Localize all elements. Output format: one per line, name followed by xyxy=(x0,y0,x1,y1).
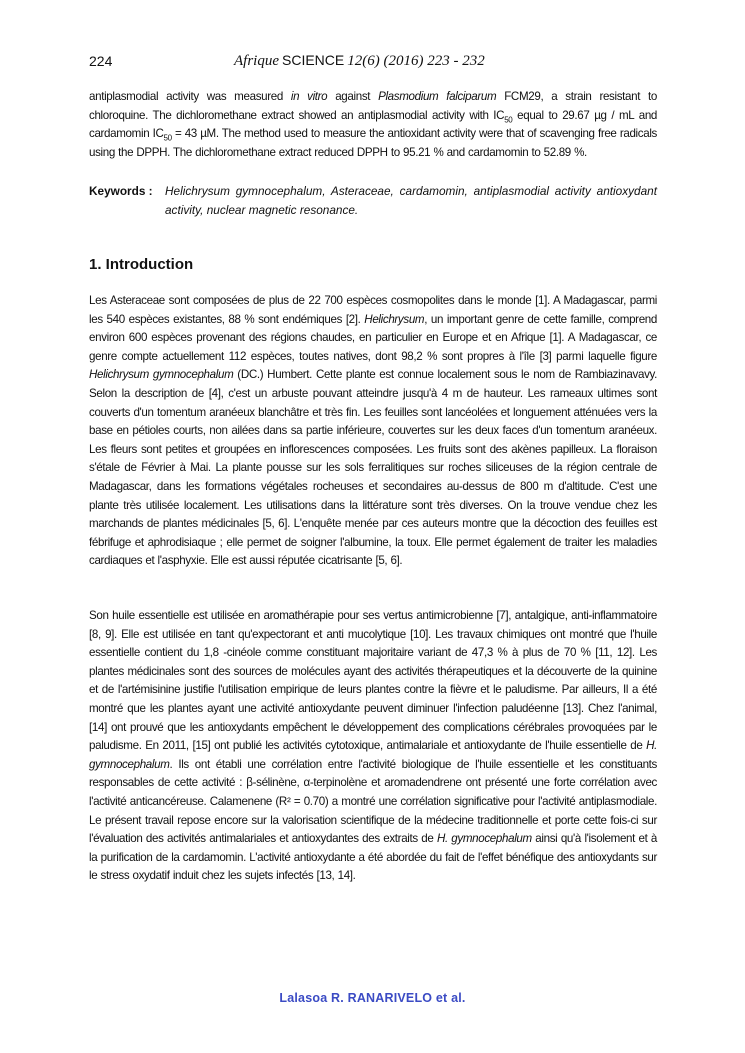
journal-reference xyxy=(234,52,485,70)
page-number: 224 xyxy=(89,53,113,69)
introduction-paragraph-2: Son huile essentielle est utilisée en aromathérapie pour ses vertus antimicrobienne [7], antalgique, anti-inflammatoire [8, 9]. Elle est utilisée en tant qu'expectorant et anti mucolytique [10]. Les travaux chimiques ont montré que l'huile essentielle contient du 1,8 -cinéole comme constituant majoritaire variant de 47,3 % à plus de 70 % [11, 12]. Les plantes médicinales sont des sources de molécules ayant des activités thérapeutiques et la découverte de la quinine et de l'artémisinine justifie l'utilisation empirique de leurs plantes contre la fièvre et le paludisme. Par ailleurs, Il a été montré que les plantes ayant une activité antioxydante peuvent diminuer l'infection paludéenne [13]. Chez l'animal, [14] ont prouvé que les antioxydants empêchent le développement des complications cérébrales provoquées par le paludisme. En 2011, [15] ont publié les activités cytotoxique, antimalariale et antioxydante de l'huile essentielle de H. gymnocephalum. Ils ont établi une corrélation entre l'activité biologique de l'huile essentielle et les constituants responsables de cette activité : β-sélinène, α-terpinolène et aromadendrene ont présenté une forte corrélation avec l'activité anticancéreuse. Calamenene (R² = 0.70) a montré une corrélation significative pour l'activité antiplasmodiale. Le présent travail repose encore sur la valorisation scientifique de la médecine traditionnelle et porte cette fois-ci sur l'évaluation des activités antimalariales et antioxydantes des extraits de H. gymnocephalum ainsi qu'à l'isolement et à la purification de la cardamomin. L'activité antioxydante a été abordée du fait de l'effet bénéfique des antioxydants sur le stress oxydatif induit chez les sujets infectés [13, 14]. xyxy=(89,609,657,883)
keywords-label: Keywords : xyxy=(89,184,153,198)
journal-science: SCIENCE xyxy=(282,52,345,68)
journal-prefix: Afrique xyxy=(234,53,279,69)
keywords-text: Helichrysum gymnocephalum, Asteraceae, cardamomin, antiplasmodial activity antioxydant activity, nuclear magnetic resonance. xyxy=(165,184,657,217)
page-footer-authors: Lalasoa R. RANARIVELO et al. xyxy=(279,991,466,1005)
abstract-continuation xyxy=(89,88,657,162)
introduction-paragraph-1: Les Asteraceae sont composées de plus de 22 700 espèces cosmopolites dans le monde [1]. A Madagascar, parmi les 540 espèces existantes, 88 % sont endémiques [2]. Helichrysum, un important genre de cette famille, comprend environ 600 espèces provenant des régions chaudes, en particulier en Europe et en Afrique [1]. A Madagascar, ce genre compte actuellement 112 espèces, toutes natives, dont 98,2 % sont propres à l'île [3] parmi laquelle figure Helichrysum gymnocephalum (DC.) Humbert. Cette plante est connue localement sous le nom de Rambiazinavavy. Selon la description de [4], c'est un arbuste pouvant atteindre jusqu'à 4 m de hauteur. Les rameaux ultimes sont couverts d'un tomentum aranéeux blanchâtre et très fin. Les feuilles sont lancéolées et longuement atténuées vers la base en pétioles courts, non ailées dans sa partie inférieure, couvertes sur les deux faces d'un tomentum aranéeux. Les fleurs sont petites et groupées en inflorescences composées. Les fruits sont des akènes papilleux. La floraison s'étale de Février à Mai. La plante pousse sur les sols ferralitiques sur roches siliceuses de la région centrale de Madagascar, dans les formations végétales rocheuses et secondaires au-dessus de 800 m d'altitude. C'est une plante très utilisée localement. Les utilisations dans la littérature sont très diverses. On la trouve vendue chez les marchands de plantes médicinales [5, 6]. L'enquête menée par ces auteurs montre que la décoction des feuilles est fébrifuge et aphrodisiaque ; elle permet de soigner l'albumine, la toux. Elle permet également de traiter les maladies cardiaques et l'asphyxie. Elle est aussi réputée cicatrisante [5, 6]. xyxy=(89,294,657,568)
journal-citation: 12(6) (2016) 223 - 232 xyxy=(347,53,485,69)
abstract-line: antiplasmodial activity was measured in vitro against Plasmodium falciparum FCM29, a strain resistant to chloroquine. The dichloromethane extract showed an antiplasmodial activity with $IC_{50}$ equal to 29.67 µg / mL and cardamomin $IC_{50} = 43$ µM. The method used to measure the antioxidant activity were that of scavenging free radicals using the DPPH. The dichloromethane extract reduced DPPH to 95.21 % and cardamomin to 52.89 %. xyxy=(89,90,658,159)
keywords-block xyxy=(89,182,657,220)
page-header xyxy=(89,52,657,72)
section-title: 1. Introduction xyxy=(89,256,194,273)
